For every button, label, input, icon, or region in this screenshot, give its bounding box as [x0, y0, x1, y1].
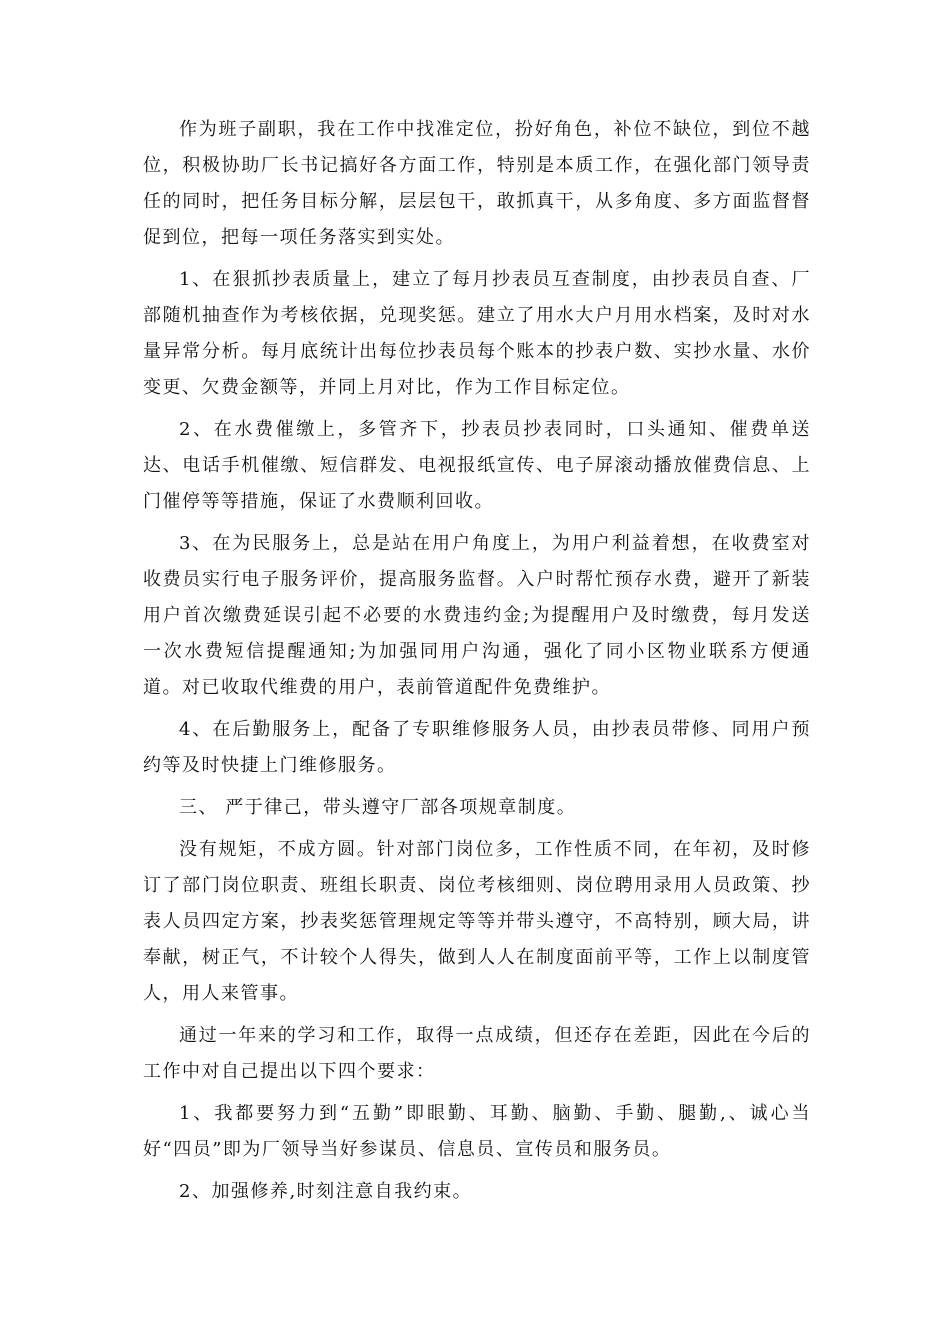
paragraph-item-4-logistics: 4、在后勤服务上，配备了专职维修服务人员，由抄表员带修、同用户预约等及时快捷上门维修服务。	[143, 719, 811, 776]
document-body	[143, 112, 811, 1216]
paragraph-item-1-meter-reading: 1、在狠抓抄表质量上，建立了每月抄表员互查制度，由抄表员自查、厂部随机抽查作为考核依据，兑现奖惩。建立了用水大户月用水档案，及时对水量异常分析。每月底统计出每位抄表员每个账本的抄表户数、实抄水量、水价变更、欠费金额等，并同上月对比，作为工作目标定位。	[143, 269, 811, 398]
paragraph-requirement-1: 1、我都要努力到“五勤”即眼勤、耳勤、脑勤、手勤、腿勤,、诚心当好“四员”即为厂领导当好参谋员、信息员、宣传员和服务员。	[143, 1103, 811, 1160]
paragraph-summary: 通过一年来的学习和工作，取得一点成绩，但还存在差距，因此在今后的工作中对自己提出以下四个要求：	[143, 1025, 811, 1082]
paragraph-intro: 作为班子副职，我在工作中找准定位，扮好角色，补位不缺位，到位不越位，积极协助厂长书记搞好各方面工作，特别是本质工作，在强化部门领导责任的同时，把任务目标分解，层层包干，敢抓真干，从多角度、多方面监督督促到位，把每一项任务落实到实处。	[143, 119, 811, 248]
paragraph-item-3-public-service: 3、在为民服务上，总是站在用户角度上，为用户利益着想，在收费室对收费员实行电子服务评价，提高服务监督。入户时帮忙预存水费，避开了新装用户首次缴费延误引起不必要的水费违约金;为提醒用户及时缴费，每月发送一次水费短信提醒通知;为加强同用户沟通，强化了同小区物业联系方便通道。对已收取代维费的用户，表前管道配件免费维护。	[143, 533, 811, 698]
paragraph-requirement-2: 2、加强修养,时刻注意自我约束。	[179, 1181, 473, 1202]
section-heading-three: 三、 严于律己，带头遵守厂部各项规章制度。	[179, 797, 577, 818]
paragraph-item-2-fee-collection: 2、在水费催缴上，多管齐下，抄表员抄表同时，口头通知、催费单送达、电话手机催缴、短信群发、电视报纸宣传、电子屏滚动播放催费信息、上门催停等等措施，保证了水费顺利回收。	[143, 419, 811, 512]
paragraph-rules: 没有规矩，不成方圆。针对部门岗位多，工作性质不同，在年初，及时修订了部门岗位职责、班组长职责、岗位考核细则、岗位聘用录用人员政策、抄表人员四定方案，抄表奖惩管理规定等等并带头遵守，不高特别，顾大局，讲奉献，树正气，不计较个人得失，做到人人在制度面前平等，工作上以制度管人，用人来管事。	[143, 839, 811, 1004]
